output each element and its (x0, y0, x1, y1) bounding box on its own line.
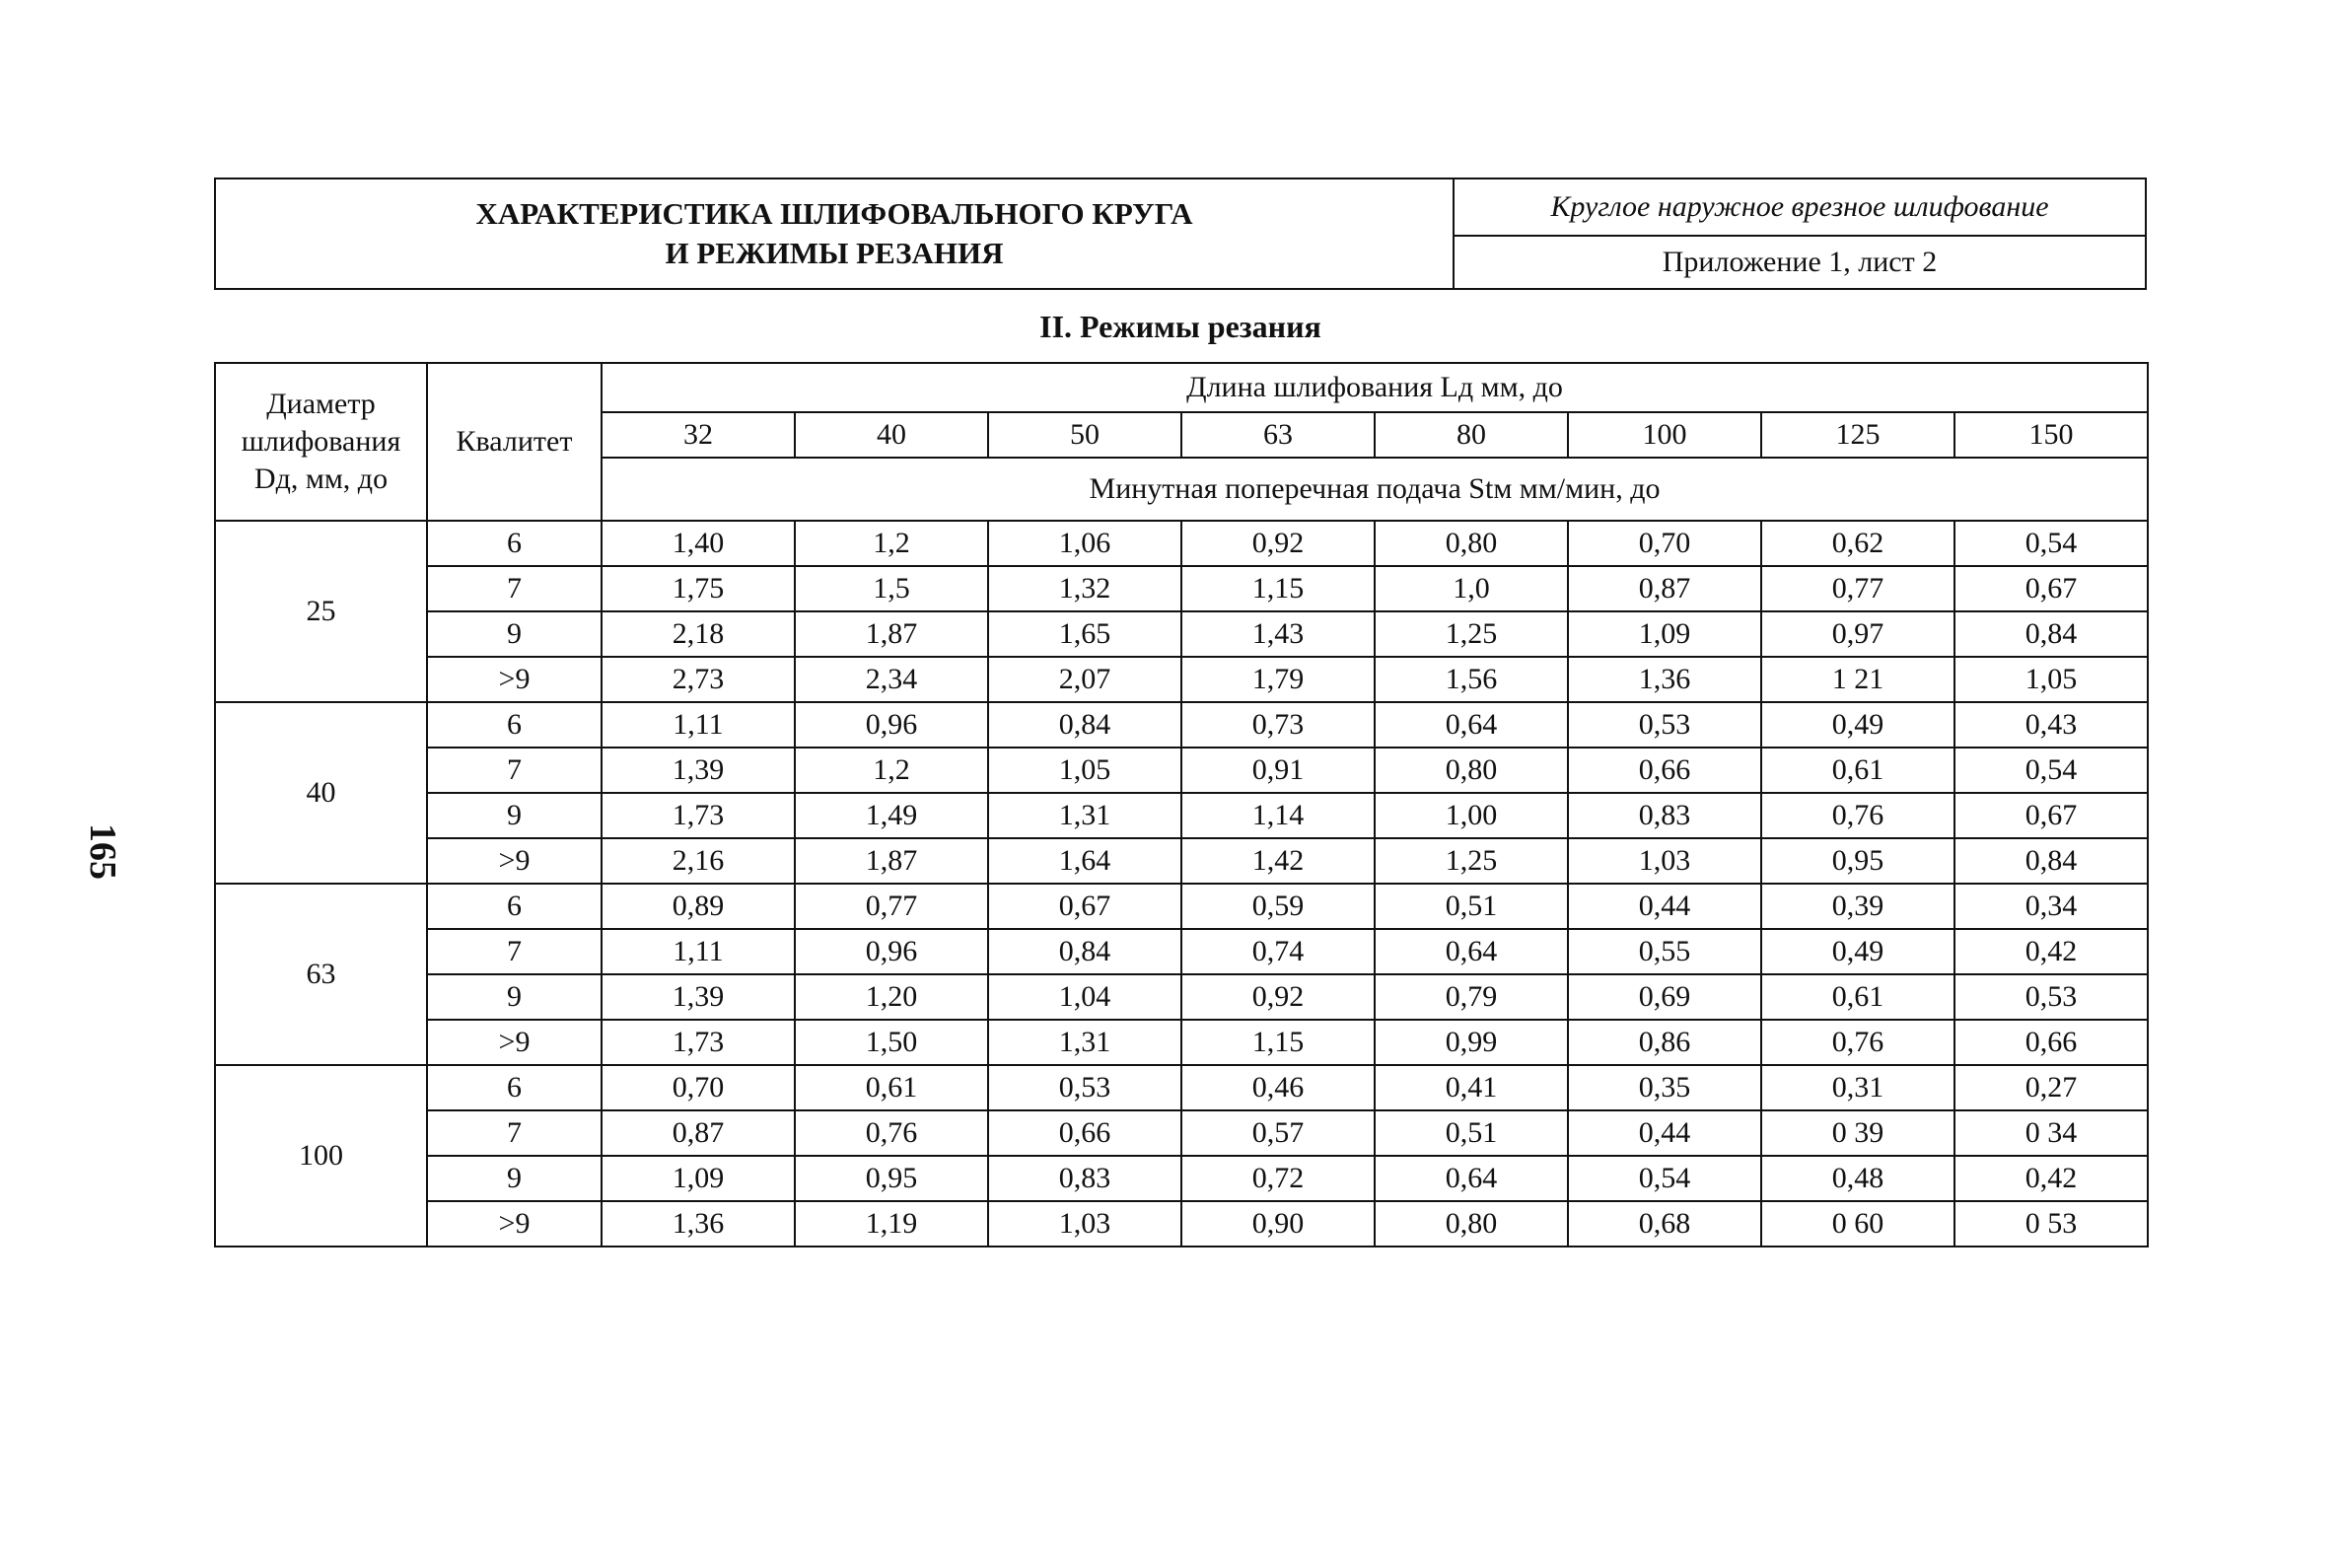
section-title: II. Режимы резания (1039, 309, 1321, 344)
feed-value-cell: 0,73 (1181, 702, 1375, 748)
feed-value-cell: 0,67 (1954, 793, 2148, 838)
length-value-header: 125 (1761, 412, 1954, 458)
feed-value-cell: 0,96 (795, 929, 988, 974)
feed-value-cell: 0,54 (1954, 521, 2148, 566)
table-row (215, 521, 2148, 566)
feed-value-cell: 1,03 (988, 1201, 1181, 1247)
length-value-header: 32 (602, 412, 795, 458)
feed-value-cell: 1,09 (1568, 611, 1761, 657)
feed-value-cell: 1,65 (988, 611, 1181, 657)
feed-value-cell: 2,07 (988, 657, 1181, 702)
feed-value-cell: 0,91 (1181, 748, 1375, 793)
feed-value-cell: 0 53 (1954, 1201, 2148, 1247)
feed-value-cell: 0,66 (1954, 1020, 2148, 1065)
feed-value-cell: 0,66 (988, 1110, 1181, 1156)
table-row (215, 884, 2148, 929)
feed-value-cell: 0,64 (1375, 1156, 1568, 1201)
quality-cell: 9 (427, 1156, 602, 1201)
feed-value-cell: 0,48 (1761, 1156, 1954, 1201)
feed-value-cell: 1,87 (795, 611, 988, 657)
feed-value-cell: 0,54 (1954, 748, 2148, 793)
feed-value-cell: 0,84 (1954, 838, 2148, 884)
quality-cell: 7 (427, 929, 602, 974)
feed-value-cell: 0,87 (1568, 566, 1761, 611)
quality-cell: 6 (427, 702, 602, 748)
feed-value-cell: 0,53 (1954, 974, 2148, 1020)
feed-value-cell: 1,79 (1181, 657, 1375, 702)
feed-value-cell: 1,31 (988, 1020, 1181, 1065)
table-row (215, 929, 2148, 974)
header-info (1455, 179, 2145, 288)
feed-value-cell: 0,70 (1568, 521, 1761, 566)
feed-value-cell: 1,05 (1954, 657, 2148, 702)
feed-value-cell: 0,44 (1568, 884, 1761, 929)
feed-value-cell: 0,84 (1954, 611, 2148, 657)
feed-value-cell: 0,95 (795, 1156, 988, 1201)
length-value-header: 63 (1181, 412, 1375, 458)
feed-value-cell: 0,95 (1761, 838, 1954, 884)
quality-cell: >9 (427, 1020, 602, 1065)
feed-value-cell: 0,66 (1568, 748, 1761, 793)
feed-value-cell: 1,75 (602, 566, 795, 611)
quality-cell: >9 (427, 838, 602, 884)
table-row (215, 838, 2148, 884)
feed-value-cell: 0,80 (1375, 748, 1568, 793)
feed-value-cell: 0,53 (988, 1065, 1181, 1110)
feed-value-cell: 0,54 (1568, 1156, 1761, 1201)
feed-value-cell: 1,73 (602, 793, 795, 838)
feed-value-cell: 0,89 (602, 884, 795, 929)
feed-value-cell: 0,79 (1375, 974, 1568, 1020)
feed-value-cell: 1,73 (602, 1020, 795, 1065)
feed-value-cell: 0,96 (795, 702, 988, 748)
quality-cell: 9 (427, 611, 602, 657)
feed-value-cell: 0,80 (1375, 1201, 1568, 1247)
table-row (215, 1020, 2148, 1065)
feed-value-cell: 0,97 (1761, 611, 1954, 657)
quality-cell: 9 (427, 974, 602, 1020)
feed-value-cell: 0,92 (1181, 521, 1375, 566)
quality-cell: >9 (427, 657, 602, 702)
length-value-header: 100 (1568, 412, 1761, 458)
feed-value-cell: 0,43 (1954, 702, 2148, 748)
table-row (215, 611, 2148, 657)
feed-value-cell: 1,25 (1375, 611, 1568, 657)
feed-value-cell: 0,34 (1954, 884, 2148, 929)
quality-cell: 6 (427, 884, 602, 929)
feed-value-cell: 1,64 (988, 838, 1181, 884)
quality-cell: >9 (427, 1201, 602, 1247)
quality-cell: 7 (427, 1110, 602, 1156)
feed-value-cell: 1,09 (602, 1156, 795, 1201)
length-value-header: 50 (988, 412, 1181, 458)
feed-value-cell: 1,56 (1375, 657, 1568, 702)
quality-cell: 6 (427, 521, 602, 566)
feed-value-cell: 0,41 (1375, 1065, 1568, 1110)
table-row (215, 702, 2148, 748)
appendix-label: Приложение 1, лист 2 (1662, 246, 1938, 278)
table-row (215, 566, 2148, 611)
feed-value-cell: 1,32 (988, 566, 1181, 611)
feed-value-cell: 1,5 (795, 566, 988, 611)
feed-value-cell: 0,51 (1375, 884, 1568, 929)
document-header (214, 178, 2147, 290)
quality-column-header: Квалитет (427, 363, 602, 521)
feed-value-cell: 0,64 (1375, 702, 1568, 748)
feed-value-cell: 1,31 (988, 793, 1181, 838)
feed-value-cell: 2,73 (602, 657, 795, 702)
feed-value-cell: 0,83 (1568, 793, 1761, 838)
table-row (215, 657, 2148, 702)
feed-value-cell: 2,16 (602, 838, 795, 884)
diameter-cell: 40 (215, 702, 427, 884)
feed-value-cell: 0,49 (1761, 702, 1954, 748)
feed-value-cell: 0,42 (1954, 1156, 2148, 1201)
feed-value-cell: 0,39 (1761, 884, 1954, 929)
table-row (215, 974, 2148, 1020)
feed-value-cell: 0,87 (602, 1110, 795, 1156)
table-body (215, 521, 2148, 1247)
feed-value-cell: 0,76 (795, 1110, 988, 1156)
feed-value-cell: 0,69 (1568, 974, 1761, 1020)
feed-value-cell: 1,0 (1375, 566, 1568, 611)
feed-header: Минутная поперечная подача Stм мм/мин, до (602, 458, 2148, 521)
table-row (215, 748, 2148, 793)
diameter-cell: 25 (215, 521, 427, 702)
length-value-header: 150 (1954, 412, 2148, 458)
length-value-header: 40 (795, 412, 988, 458)
quality-cell: 7 (427, 566, 602, 611)
feed-value-cell: 0,61 (795, 1065, 988, 1110)
header-title-line1: ХАРАКТЕРИСТИКА ШЛИФОВАЛЬНОГО КРУГА (475, 196, 1193, 231)
feed-value-cell: 1,42 (1181, 838, 1375, 884)
feed-value-cell: 0,90 (1181, 1201, 1375, 1247)
feed-value-cell: 1,39 (602, 748, 795, 793)
feed-value-cell: 0,59 (1181, 884, 1375, 929)
feed-value-cell: 0,77 (795, 884, 988, 929)
diameter-cell: 100 (215, 1065, 427, 1247)
header-title-line2: И РЕЖИМЫ РЕЗАНИЯ (665, 236, 1004, 270)
feed-value-cell: 1,04 (988, 974, 1181, 1020)
feed-value-cell: 1,15 (1181, 1020, 1375, 1065)
feed-value-cell: 0,83 (988, 1156, 1181, 1201)
feed-value-cell: 1,36 (602, 1201, 795, 1247)
feed-value-cell: 0,61 (1761, 748, 1954, 793)
feed-value-cell: 0,35 (1568, 1065, 1761, 1110)
table-row (215, 1065, 2148, 1110)
feed-value-cell: 1,14 (1181, 793, 1375, 838)
feed-value-cell: 1,03 (1568, 838, 1761, 884)
feed-value-cell: 1,2 (795, 521, 988, 566)
feed-value-cell: 0,55 (1568, 929, 1761, 974)
feed-value-cell: 0,61 (1761, 974, 1954, 1020)
feed-value-cell: 1,36 (1568, 657, 1761, 702)
feed-value-cell: 0,68 (1568, 1201, 1761, 1247)
feed-value-cell: 1,39 (602, 974, 795, 1020)
feed-value-cell: 1,2 (795, 748, 988, 793)
feed-value-cell: 1,87 (795, 838, 988, 884)
process-name: Круглое наружное врезное шлифование (1455, 179, 2145, 237)
quality-cell: 7 (427, 748, 602, 793)
feed-value-cell: 0,86 (1568, 1020, 1761, 1065)
table-row (215, 1110, 2148, 1156)
feed-value-cell: 0,84 (988, 702, 1181, 748)
feed-value-cell: 0,42 (1954, 929, 2148, 974)
table-row (215, 1201, 2148, 1247)
feed-value-cell: 0,70 (602, 1065, 795, 1110)
page-number: 165 (82, 823, 123, 880)
feed-value-cell: 0,27 (1954, 1065, 2148, 1110)
feed-value-cell: 1,05 (988, 748, 1181, 793)
feed-value-cell: 0,76 (1761, 1020, 1954, 1065)
feed-value-cell: 1,11 (602, 929, 795, 974)
feed-value-cell: 2,18 (602, 611, 795, 657)
feed-value-cell: 1 21 (1761, 657, 1954, 702)
feed-value-cell: 1,06 (988, 521, 1181, 566)
feed-value-cell: 0,31 (1761, 1065, 1954, 1110)
feed-value-cell: 0,62 (1761, 521, 1954, 566)
feed-value-cell: 0,74 (1181, 929, 1375, 974)
feed-value-cell: 0,67 (988, 884, 1181, 929)
diameter-cell: 63 (215, 884, 427, 1065)
feed-value-cell: 1,20 (795, 974, 988, 1020)
feed-value-cell: 0,57 (1181, 1110, 1375, 1156)
feed-value-cell: 0,64 (1375, 929, 1568, 974)
table-row (215, 1156, 2148, 1201)
quality-cell: 9 (427, 793, 602, 838)
feed-value-cell: 0 60 (1761, 1201, 1954, 1247)
feed-value-cell: 1,50 (795, 1020, 988, 1065)
table-row (215, 793, 2148, 838)
feed-value-cell: 0,76 (1761, 793, 1954, 838)
feed-value-cell: 1,43 (1181, 611, 1375, 657)
feed-value-cell: 1,15 (1181, 566, 1375, 611)
feed-value-cell: 1,25 (1375, 838, 1568, 884)
feed-value-cell: 0,67 (1954, 566, 2148, 611)
length-value-header: 80 (1375, 412, 1568, 458)
feed-value-cell: 0,72 (1181, 1156, 1375, 1201)
feed-value-cell: 0 34 (1954, 1110, 2148, 1156)
feed-value-cell: 0,46 (1181, 1065, 1375, 1110)
feed-value-cell: 1,40 (602, 521, 795, 566)
length-header: Длина шлифования Lд мм, до (602, 363, 2148, 412)
quality-cell: 6 (427, 1065, 602, 1110)
feed-value-cell: 0,77 (1761, 566, 1954, 611)
feed-value-cell: 1,19 (795, 1201, 988, 1247)
feed-value-cell: 0,53 (1568, 702, 1761, 748)
feed-value-cell: 0,80 (1375, 521, 1568, 566)
feed-value-cell: 0,84 (988, 929, 1181, 974)
feed-value-cell: 1,11 (602, 702, 795, 748)
feed-value-cell: 0,92 (1181, 974, 1375, 1020)
diameter-column-header: Диаметр шлифования Dд, мм, до (215, 363, 427, 521)
feed-value-cell: 2,34 (795, 657, 988, 702)
feed-value-cell: 1,00 (1375, 793, 1568, 838)
cutting-modes-table (214, 362, 2149, 1247)
feed-value-cell: 0,51 (1375, 1110, 1568, 1156)
feed-value-cell: 0,44 (1568, 1110, 1761, 1156)
feed-value-cell: 1,49 (795, 793, 988, 838)
feed-value-cell: 0 39 (1761, 1110, 1954, 1156)
feed-value-cell: 0,49 (1761, 929, 1954, 974)
header-title (216, 179, 1455, 288)
feed-value-cell: 0,99 (1375, 1020, 1568, 1065)
